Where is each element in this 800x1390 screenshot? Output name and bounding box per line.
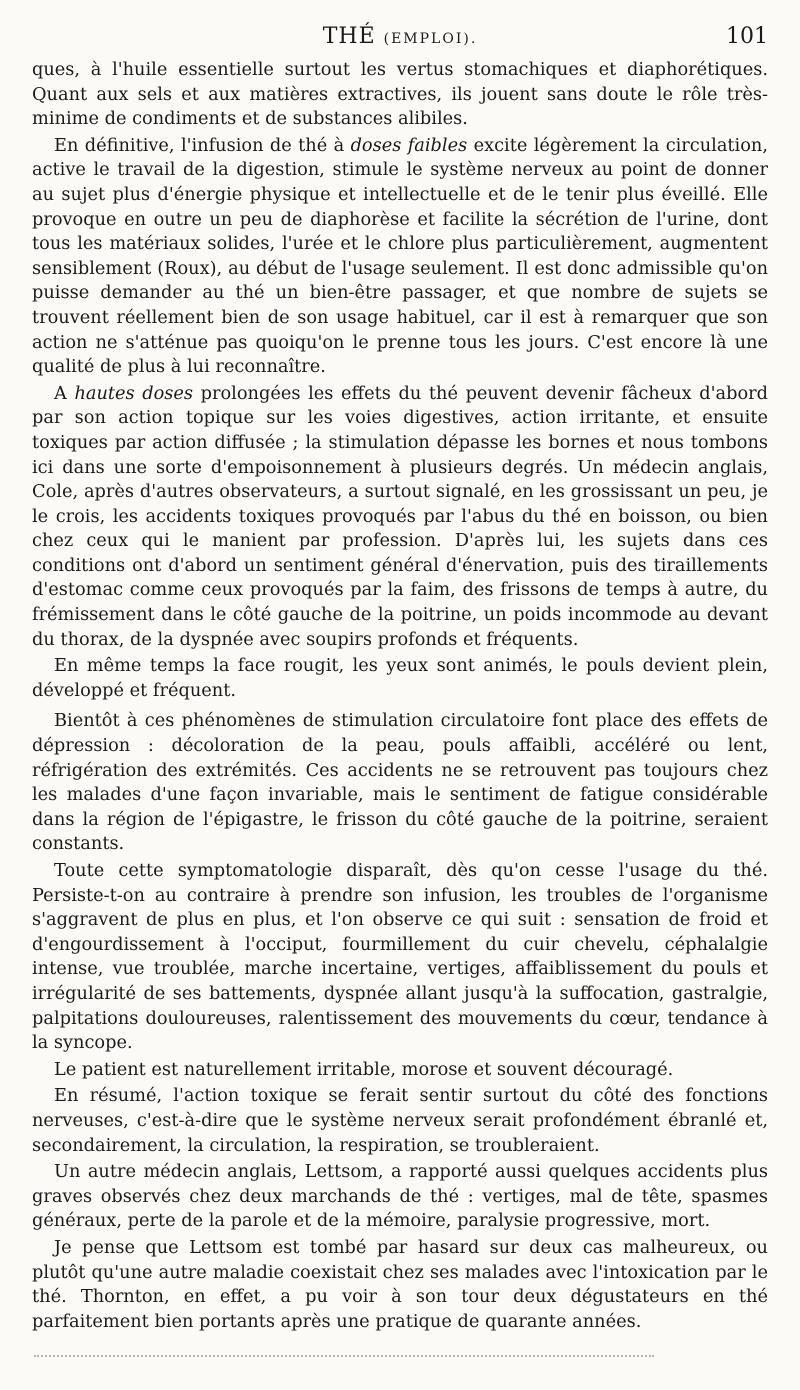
paragraph bbox=[32, 1160, 768, 1234]
running-title-sub: (EMPLOI). bbox=[383, 31, 478, 47]
text-run: Bientôt à ces phénomènes de stimulation circulatoire font place des effets de dépression : décoloration de la peau, pouls affaibli, accéléré ou lent, réfrigération des extrémités. Ces accidents ne se retrouvent pas toujours chez les malades d'une façon invariable, mais le sentiment de fatigue considérable dans la région de l'épigastre, le frisson du côté gauche de la poitrine, seraient constants. bbox=[32, 711, 768, 855]
text-run: prolongées les effets du thé peuvent devenir fâcheux d'abord par son action topique sur les voies digestives, action irritante, et ensuite toxiques par action diffusée ; la stimulation dépasse les bornes et nous tombons ici dans une sorte d'empoisonnement à plusieurs degrés. Un médecin anglais, Cole, après d'autres observateurs, a surtout signalé, en les grossissant un peu, je le crois, les accidents toxiques provoqués par l'abus du thé en boisson, ou bien chez ceux qui le manient par profession. D'après lui, les sujets dans ces conditions ont d'abord un sentiment général d'énervation, puis des tiraillements d'estomac comme ceux provoqués par la faim, des frissons de temps à autre, du frémissement dans le côté gauche de la poitrine, un poids incommode au devant du thorax, de la dyspnée avec soupirs profonds et fréquents. bbox=[32, 383, 768, 650]
paragraph bbox=[32, 58, 768, 132]
paragraph bbox=[32, 1058, 768, 1083]
paragraph bbox=[32, 134, 768, 380]
footer-rule bbox=[34, 1355, 654, 1357]
paragraph bbox=[32, 654, 768, 703]
italic-run: doses faibles bbox=[350, 135, 468, 156]
paragraph bbox=[32, 382, 768, 653]
text-run: Le patient est naturellement irritable, morose et souvent découragé. bbox=[54, 1059, 674, 1080]
paragraph bbox=[32, 709, 768, 857]
running-header bbox=[32, 22, 768, 54]
running-title bbox=[32, 24, 768, 49]
page-number: 101 bbox=[726, 24, 768, 49]
paragraph bbox=[32, 1236, 768, 1334]
paragraph bbox=[32, 1084, 768, 1158]
text-run: ques, à l'huile essentielle surtout les vertus stomachiques et diaphorétiques. Quant aux sels et aux matières extractives, ils jouent sans doute le rôle très-minime de condiments et de substances alibiles. bbox=[32, 60, 768, 130]
text-run: Un autre médecin anglais, Lettsom, a rapporté aussi quelques accidents plus graves observés chez deux marchands de thé : vertiges, mal de tête, spasmes généraux, perte de la parole et de la mémoire, paralysie progressive, mort. bbox=[32, 1162, 768, 1232]
italic-run: hautes doses bbox=[74, 383, 194, 404]
text-run: A bbox=[54, 383, 75, 404]
text-run: Toute cette symptomatologie disparaît, dès qu'on cesse l'usage du thé. Persiste-t-on au contraire à prendre son infusion, les troubles de l'organisme s'aggravent de plus en plus, et l'on observe ce qui suit : sensation de froid et d'engourdissement à l'occiput, fourmillement du cuir chevelu, céphalalgie intense, vue troublée, marche incertaine, vertiges, affaiblissement du pouls et irrégularité de ses battements, dyspnée allant jusqu'à la suffocation, gastralgie, palpitations douloureuses, ralentissement des mouvements du cœur, tendance à la syncope. bbox=[32, 861, 768, 1054]
paragraph bbox=[32, 859, 768, 1056]
text-run: Je pense que Lettsom est tombé par hasard sur deux cas malheureux, ou plutôt qu'une autre maladie coexistait chez ses malades avec l'intoxication par le thé. Thornton, en effet, a pu voir à son tour deux dégustateurs en thé parfaitement bien portants après une pratique de quarante années. bbox=[32, 1237, 768, 1332]
text-run: excite légèrement la circulation, active le travail de la digestion, stimule le système nerveux au point de donner au sujet plus d'énergie physique et intellectuelle et de le tenir plus éveillé. Elle provoque en outre un peu de diaphorèse et facilite la sécrétion de l'urine, dont tous les matériaux solides, l'urée et le chlore plus particulièrement, augmentent sensiblement (Roux), au début de l'usage seulement. Il est donc admissible qu'on puisse demander au thé un bien-être passager, et que nombre de sujets se trouvent réellement bien de son usage habituel, car il est à remarquer que son action ne s'atténue pas quoiqu'on le prenne tous les jours. C'est encore là une qualité de plus à lui reconnaître. bbox=[32, 135, 768, 378]
text-run: En même temps la face rougit, les yeux sont animés, le pouls devient plein, développé et fréquent. bbox=[32, 656, 768, 701]
text-body bbox=[32, 58, 768, 1336]
text-run: En définitive, l'infusion de thé à bbox=[54, 135, 351, 156]
running-title-main: THÉ bbox=[322, 24, 376, 49]
text-run: En résumé, l'action toxique se ferait sentir surtout du côté des fonctions nerveuses, c'est-à-dire que le système nerveux serait profondément ébranlé et, secondairement, la circulation, la respiration, se troubleraient. bbox=[32, 1086, 768, 1156]
